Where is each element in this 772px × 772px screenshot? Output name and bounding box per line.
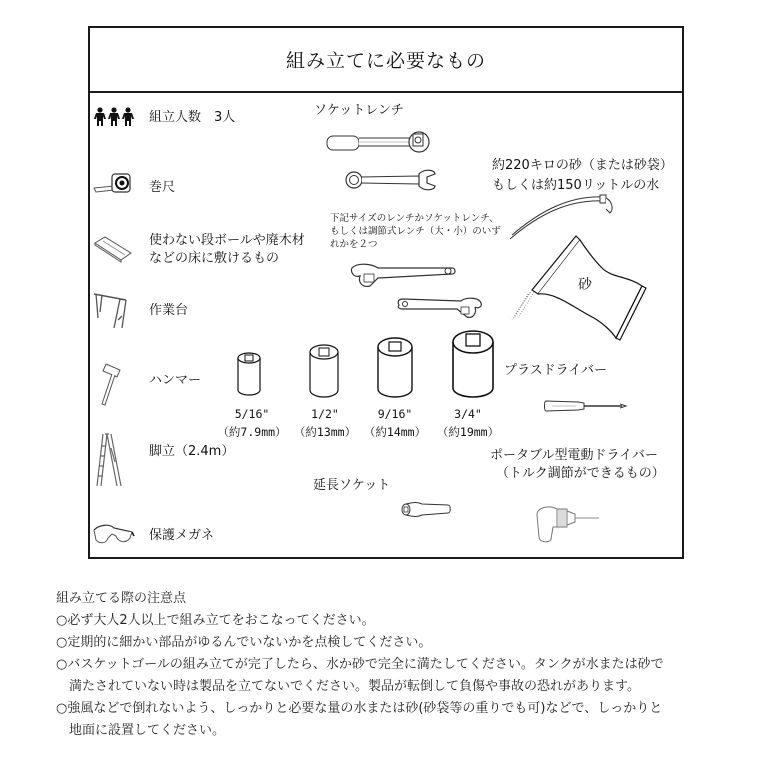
socket-9-16-icon bbox=[376, 335, 414, 405]
note-item-1: ○必ず大人2人以上で組み立てをおこなってください。 bbox=[56, 613, 375, 628]
wrench-note-line2: もしくは調節式レンチ（大・小）のいず bbox=[330, 226, 501, 237]
box-header bbox=[90, 28, 682, 93]
socket-5-16-size: 5/16" bbox=[234, 407, 270, 421]
wrench-note-line1: 下記サイズのレンチかソケットレンチ、 bbox=[330, 213, 499, 224]
sand-bag-text: 砂 bbox=[578, 277, 592, 293]
extension-socket-icon bbox=[400, 500, 452, 524]
wrench-note-line3: れかを２つ bbox=[330, 239, 378, 250]
tape-measure-icon bbox=[92, 172, 132, 200]
socket-wrench-icon bbox=[325, 128, 430, 164]
power-driver-label-line2: （トルク調節ができるもの） bbox=[496, 466, 665, 481]
hammer-label: ハンマー bbox=[149, 373, 202, 388]
socket-5-16-mm: （約7.9mm） bbox=[217, 425, 287, 439]
socket-3-4-size: 3/4" bbox=[454, 407, 482, 421]
box-title: 組み立てに必要なもの bbox=[285, 50, 486, 72]
cardboard-label-line1: 使わない段ボールや廃木材 bbox=[149, 233, 305, 248]
stepladder-icon bbox=[95, 432, 129, 492]
socket-1-2-size: 1/2" bbox=[311, 407, 339, 421]
cardboard-label-line2: などの床に敷けるもの bbox=[149, 251, 280, 266]
safety-glasses-label: 保護メガネ bbox=[149, 528, 215, 543]
workbench-icon bbox=[92, 290, 132, 334]
combination-wrench-icon bbox=[345, 168, 437, 196]
note-item-3-cont: 満たされていない時は製品を立てないでください。製品が転倒して負傷や事故の恐れがあります。 bbox=[69, 679, 640, 694]
cardboard-icon bbox=[93, 235, 133, 267]
socket-9-16-mm: （約14mm） bbox=[363, 425, 427, 439]
note-item-4: ○強風などで倒れないよう、しっかりと必要な量の水または砂(砂袋等の重りでも可)などで、しっかりと bbox=[56, 701, 663, 716]
note-item-3: ○バスケットゴールの組み立てが完了したら、水か砂で完全に満たしてください。タンクが水または砂で bbox=[56, 657, 664, 672]
people-count-label: 組立人数 3人 bbox=[149, 110, 236, 125]
power-driver-label-line1: ポータブル型電動ドライバー bbox=[490, 448, 658, 463]
hammer-icon bbox=[100, 362, 130, 410]
socket-3-4-icon bbox=[451, 328, 495, 404]
phillips-screwdriver-icon bbox=[542, 398, 628, 417]
socket-wrench-label: ソケットレンチ bbox=[314, 103, 404, 118]
extension-socket-label: 延長ソケット bbox=[313, 478, 391, 493]
note-item-2: ○定期的に細かい部品がゆるんでいないかを点検してください。 bbox=[56, 635, 432, 650]
socket-5-16-icon bbox=[236, 350, 262, 402]
adjustable-wrench-large-icon bbox=[348, 262, 458, 294]
people-icon bbox=[94, 107, 136, 131]
sand-requirement-line2: もしくは約150リットルの水 bbox=[492, 178, 660, 193]
adjustable-wrench-small-icon bbox=[395, 297, 485, 329]
safety-glasses-icon bbox=[92, 522, 136, 550]
stepladder-label: 脚立（2.4m） bbox=[149, 444, 235, 459]
socket-3-4-mm: （約19mm） bbox=[436, 425, 500, 439]
socket-1-2-mm: （約13mm） bbox=[293, 425, 357, 439]
notes-title: 組み立てる際の注意点 bbox=[56, 591, 187, 606]
socket-1-2-icon bbox=[308, 342, 340, 404]
workbench-label: 作業台 bbox=[149, 303, 189, 318]
phillips-screwdriver-label: プラスドライバー bbox=[504, 363, 607, 378]
tape-measure-label: 巻尺 bbox=[149, 180, 176, 195]
note-item-4-cont: 地面に設置してください。 bbox=[69, 723, 226, 738]
power-drill-icon bbox=[535, 505, 601, 549]
socket-9-16-size: 9/16" bbox=[377, 407, 413, 421]
sand-requirement-line1: 約220キロの砂（または砂袋） bbox=[492, 158, 673, 173]
assembly-notes bbox=[56, 588, 756, 742]
